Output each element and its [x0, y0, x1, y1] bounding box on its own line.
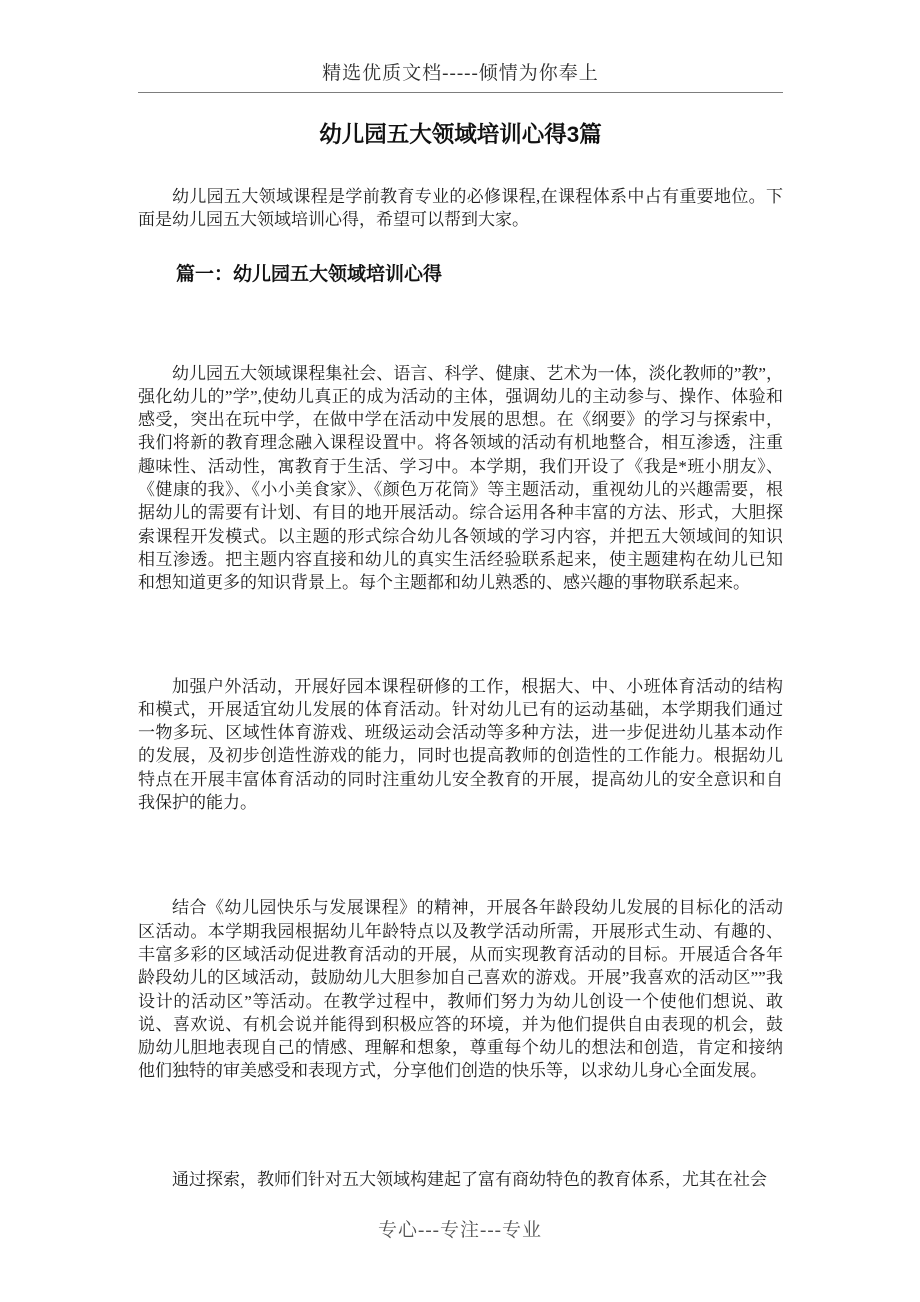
- body-paragraph-3: 结合《幼儿园快乐与发展课程》的精神，开展各年龄段幼儿发展的目标化的活动区活动。本学期我园根据幼儿年龄特点以及教学活动所需，开展形式生动、有趣的、丰富多彩的区域活动促进教育活动的开展，从而实现教育活动的目标。开展适合各年龄段幼儿的区域活动，鼓励幼儿大胆参加自己喜欢的游戏。开展”我喜欢的活动区””我设计的活动区”等活动。在教学过程中，教师们努力为幼儿创设一个使他们想说、敢说、喜欢说、有机会说并能得到积极应答的环境，并为他们提供自由表现的机会，鼓励幼儿胆地表现自己的情感、理解和想象，尊重每个幼儿的想法和创造，肯定和接纳他们独特的审美感受和表现方式，分享他们创造的快乐等，以求幼儿身心全面发展。: [138, 898, 783, 1081]
- page-header: [138, 0, 783, 93]
- page-footer: [0, 1215, 920, 1242]
- intro-paragraph: 幼儿园五大领域课程是学前教育专业的必修课程,在课程体系中占有重要地位。下面是幼儿园五大领域培训心得，希望可以帮到大家。: [138, 187, 783, 230]
- body-paragraph-4: 通过探索，教师们针对五大领域构建起了富有商幼特色的教育体系，尤其在社会: [172, 1169, 767, 1189]
- footer-text: 专心---专注---专业: [378, 1220, 542, 1242]
- body-paragraph-1: 幼儿园五大领域课程集社会、语言、科学、健康、艺术为一体，淡化教师的”教”，强化幼儿的”学”,使幼儿真正的成为活动的主体，强调幼儿的主动参与、操作、体验和感受，突出在玩中学，在做中学在活动中发展的思想。在《纲要》的学习与探索中，我们将新的教育理念融入课程设置中。将各领域的活动有机地整合，相互渗透，注重趣味性、活动性，寓教育于生活、学习中。本学期，我们开设了《我是*班小朋友》、《健康的我》、《小小美食家》、《颜色万花筒》等主题活动，重视幼儿的兴趣需要，根据幼儿的需要有计划、有目的地开展活动。综合运用各种丰富的方法、形式，大胆探索课程开发模式。以主题的形式综合幼儿各领域的学习内容，并把五大领域间的知识相互渗透。把主题内容直接和幼儿的真实生活经验联系起来，使主题建构在幼儿已知和想知道更多的知识背景上。每个主题都和幼儿熟悉的、感兴趣的事物联系起来。: [138, 363, 783, 593]
- section-one-heading: 篇一：幼儿园五大领域培训心得: [176, 263, 443, 285]
- document-title: 幼儿园五大领域培训心得3篇: [319, 122, 602, 147]
- header-text: 精选优质文档-----倾情为你奉上: [322, 63, 599, 84]
- body-paragraph-2: 加强户外活动，开展好园本课程研修的工作，根据大、中、小班体育活动的结构和模式，开展适宜幼儿发展的体育活动。针对幼儿已有的运动基础，本学期我们通过一物多玩、区域性体育游戏、班级运动会活动等多种方法，进一步促进幼儿基本动作的发展，及初步创造性游戏的能力，同时也提高教师的创造性的工作能力。根据幼儿特点在开展丰富体育活动的同时注重幼儿安全教育的开展，提高幼儿的安全意识和自我保护的能力。: [138, 676, 783, 813]
